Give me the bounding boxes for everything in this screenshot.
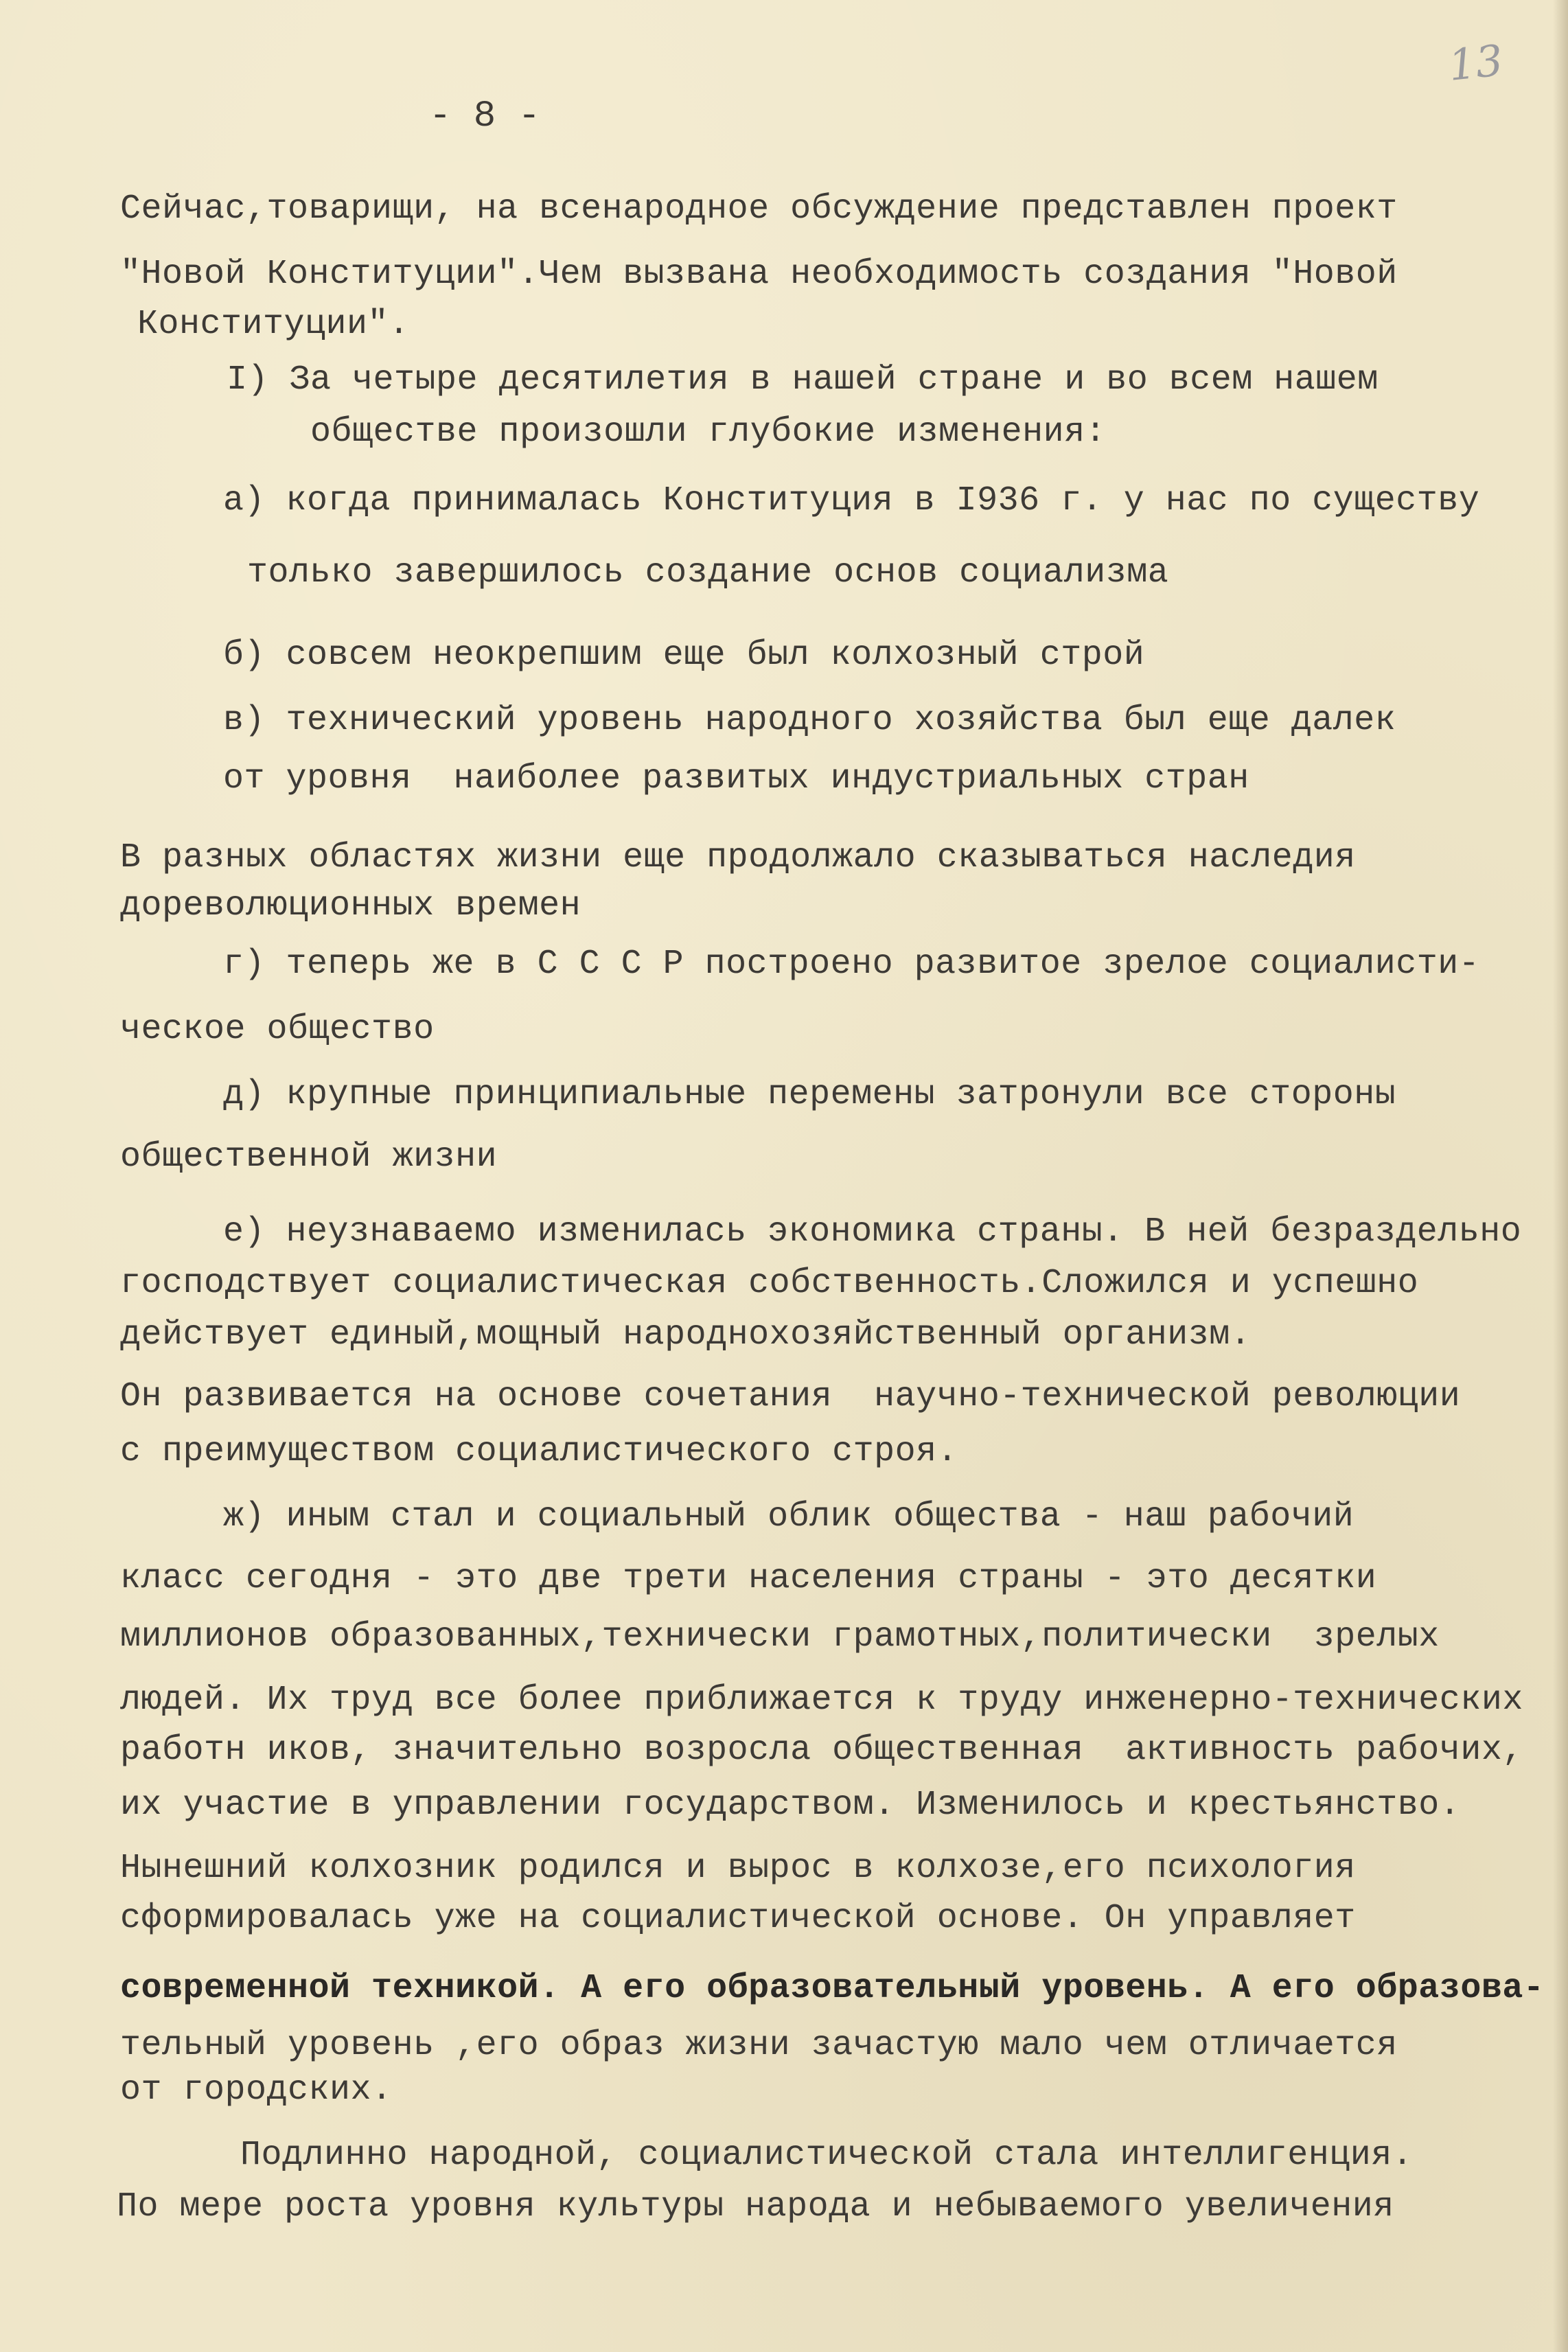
text-line: По мере роста уровня культуры народа и небываемого увеличения	[117, 2187, 1394, 2226]
text-line: обществе произошли глубокие изменения:	[310, 413, 1107, 452]
text-line: от городских.	[120, 2071, 393, 2110]
text-line: дореволюционных времен	[120, 886, 581, 925]
page-number: - 8 -	[429, 95, 541, 137]
text-line: б) совсем неокрепшим еще был колхозный строй	[223, 636, 1145, 675]
text-line: Конституции".	[137, 305, 410, 344]
page-edge-shadow	[1553, 0, 1568, 2352]
text-line: Сейчас,товарищи, на всенародное обсуждение представлен проект	[120, 189, 1398, 229]
text-line: с преимуществом социалистического строя.	[120, 1432, 958, 1471]
text-line: Подлинно народной, социалистической стала интеллигенция.	[240, 2136, 1414, 2175]
text-line: общественной жизни	[120, 1138, 498, 1177]
text-line: г) теперь же в С С С Р построено развитое зрелое социалисти-	[223, 945, 1480, 984]
text-line: ж) иным стал и социальный облик общества - наш рабочий	[223, 1497, 1354, 1536]
text-line: В разных областях жизни еще продолжало сказываться наследия	[120, 838, 1356, 877]
text-line: миллионов образованных,технически грамотных,политически зрелых	[120, 1617, 1440, 1657]
text-line: их участие в управлении государством. Изменилось и крестьянство.	[120, 1786, 1461, 1825]
text-line: в) технический уровень народного хозяйства был еще далек	[223, 701, 1396, 740]
text-line: тельный уровень ,его образ жизни зачастую мало чем отличается	[120, 2026, 1398, 2065]
text-line: а) когда принималась Конституция в I936 г. у нас по существу	[223, 481, 1480, 520]
text-line: господствует социалистическая собственность.Сложился и успешно	[120, 1264, 1419, 1303]
text-line: людей. Их труд все более приближается к труду инженерно-технических	[120, 1681, 1523, 1720]
text-line: от уровня наиболее развитых индустриальных стран	[223, 759, 1249, 798]
text-line: ческое общество	[120, 1010, 435, 1049]
archive-page-number: 13	[1446, 35, 1506, 91]
text-line: сформировалась уже на социалистической основе. Он управляет	[120, 1899, 1356, 1938]
text-line: I) За четыре десятилетия в нашей стране и во всем нашем	[227, 360, 1379, 400]
text-line: работн иков, значительно возросла общественная активность рабочих,	[120, 1731, 1523, 1770]
text-line: только завершилось создание основ социализма	[247, 553, 1169, 592]
text-line: Он развивается на основе сочетания научно-технической революции	[120, 1377, 1461, 1416]
text-line: современной техникой. А его образовательный уровень. А его образова-	[120, 1969, 1545, 2008]
text-line: класс сегодня - это две трети населения страны - это десятки	[120, 1559, 1377, 1598]
text-line: Нынешний колхозник родился и вырос в колхозе,его психология	[120, 1849, 1356, 1888]
text-line: действует единый,мощный народнохозяйственный организм.	[120, 1315, 1252, 1354]
text-line: "Новой Конституции".Чем вызвана необходимость создания "Новой	[120, 255, 1398, 294]
text-line: е) неузнаваемо изменилась экономика страны. В ней безраздельно	[223, 1212, 1522, 1252]
text-line: д) крупные принципиальные перемены затронули все стороны	[223, 1075, 1396, 1114]
